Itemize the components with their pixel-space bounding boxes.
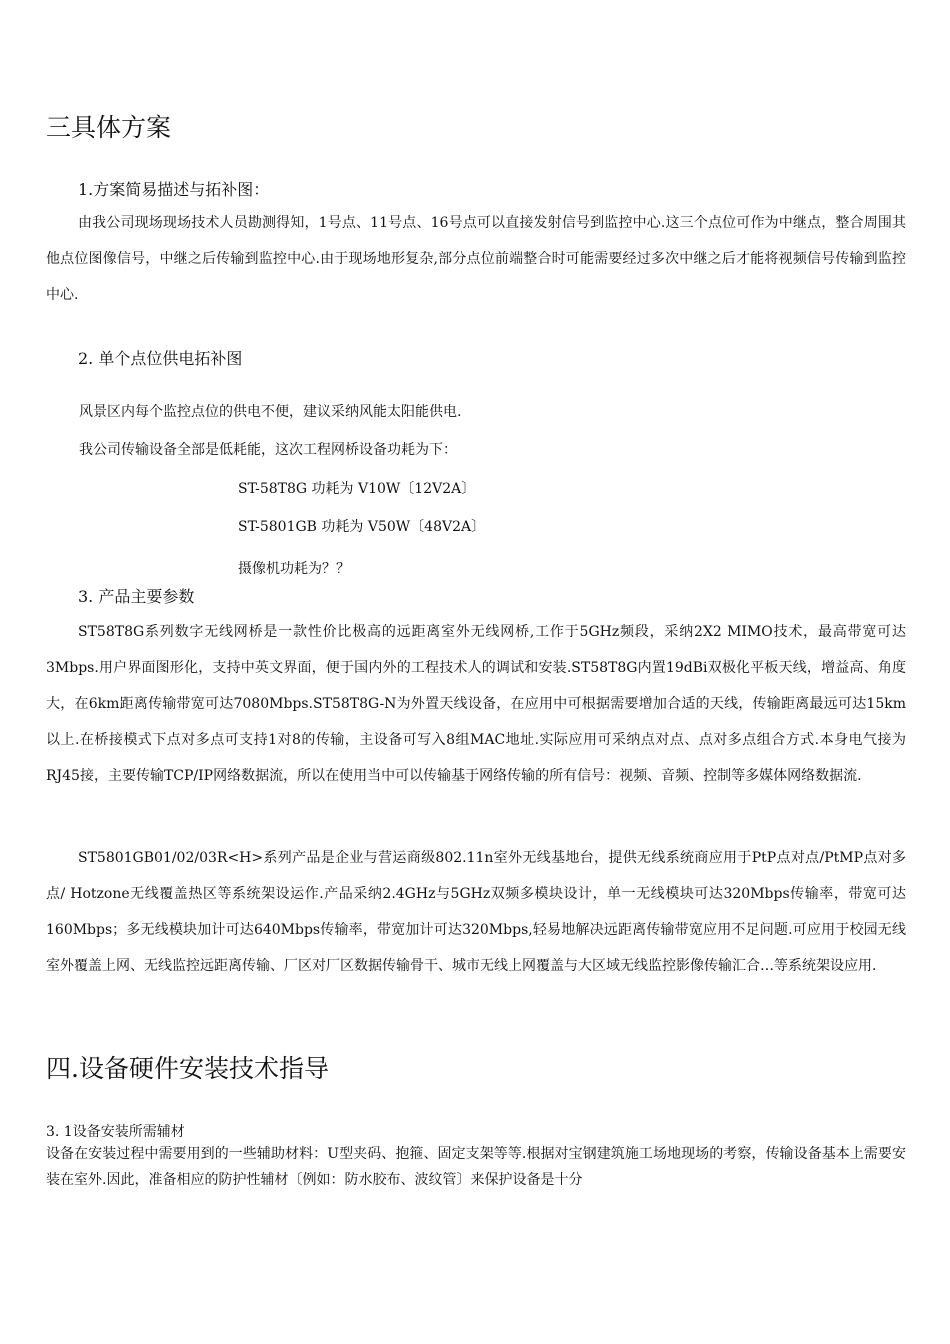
section-4-sub-1-paragraph: 设备在安装过程中需要用到的一些辅助材料：U型夹码、抱箍、固定支架等等.根据对宝钢建筑施工场地现场的考察，传输设备基本上需要安装在室外.因此，准备相应的防护性辅材〔例如：防水胶布、波纹管〕来保护设备是十分 xyxy=(46,1146,906,1188)
section-3-title: 三具体方案 xyxy=(46,113,172,142)
power-note-line-1: 风景区内每个监控点位的供电不便，建议采纳风能太阳能供电. xyxy=(79,404,462,420)
power-spec-2: ST-5801GB 功耗为 V50W〔48V2A〕 xyxy=(238,519,486,535)
power-spec-1: ST-58T8G 功耗为 V10W〔12V2A〕 xyxy=(238,481,476,497)
section-4-sub-1-heading: 3. 1设备安装所需辅材 xyxy=(46,1124,185,1140)
subsection-1-paragraph: 由我公司现场现场技术人员勘测得知，1号点、11号点、16号点可以直接发射信号到监控中心.这三个点位可作为中继点，整合周围其他点位图像信号，中继之后传输到监控中心.由于现场地形复杂,部分点位前端整合时可能需要经过多次中继之后才能将视频信号传输到监控中心. xyxy=(46,215,906,303)
power-spec-3: 摄像机功耗为？？ xyxy=(238,561,350,577)
subsection-3-paragraph-1: ST58T8G系列数字无线网桥是一款性价比极高的远距离室外无线网桥,工作于5GHz频段，采纳2X2 MIMO技术，最高带宽可达3Mbps.用户界面图形化，支持中英文界面，便于国内外的工程技术人的调试和安装.ST58T8G内置19dBi双极化平板天线，增益高、角度大，在6km距离传输带宽可达7080Mbps.ST58T8G-N为外置天线设备，在应用中可根据需要增加合适的天线，传输距离最远可达15km以上.在桥接模式下点对多点可支持1对8的传输，主设备可写入8组MAC地址.实际应用可采纳点对点、点对多点组合方式.本身电气接为RJ45接，主要传输TCP/IP网络数据流，所以在使用当中可以传输基于网络传输的所有信号：视频、音频、控制等多媒体网络数据流. xyxy=(46,624,906,784)
subsection-1-heading: 1.方案简易描述与拓补图： xyxy=(78,180,270,199)
power-note-line-2: 我公司传输设备全部是低耗能，这次工程网桥设备功耗为下： xyxy=(79,442,457,458)
subsection-2-heading: 2. 单个点位供电拓补图 xyxy=(78,349,243,368)
subsection-3-heading: 3. 产品主要参数 xyxy=(78,587,195,606)
section-4-title: 四.设备硬件安装技术指导 xyxy=(46,1054,329,1083)
subsection-3-paragraph-2: ST5801GB01/02/03R<H>系列产品是企业与营运商级802.11n室外无线基地台，提供无线系统商应用于PtP点对点/PtMP点对多点/ Hotzone无线覆盖热区等系统架设运作.产品采纳2.4GHz与5GHz双频多模块设计，单一无线模块可达320Mbps传输率，带宽可达160Mbps；多无线模块加计可达640Mbps传输率，带宽加计可达320Mbps,轻易地解决远距离传输带宽应用不足问题.可应用于校园无线室外覆盖上网、无线监控远距离传输、厂区对厂区数据传输骨干、城市无线上网覆盖与大区域无线监控影像传输汇合…等系统架设应用. xyxy=(46,850,906,974)
